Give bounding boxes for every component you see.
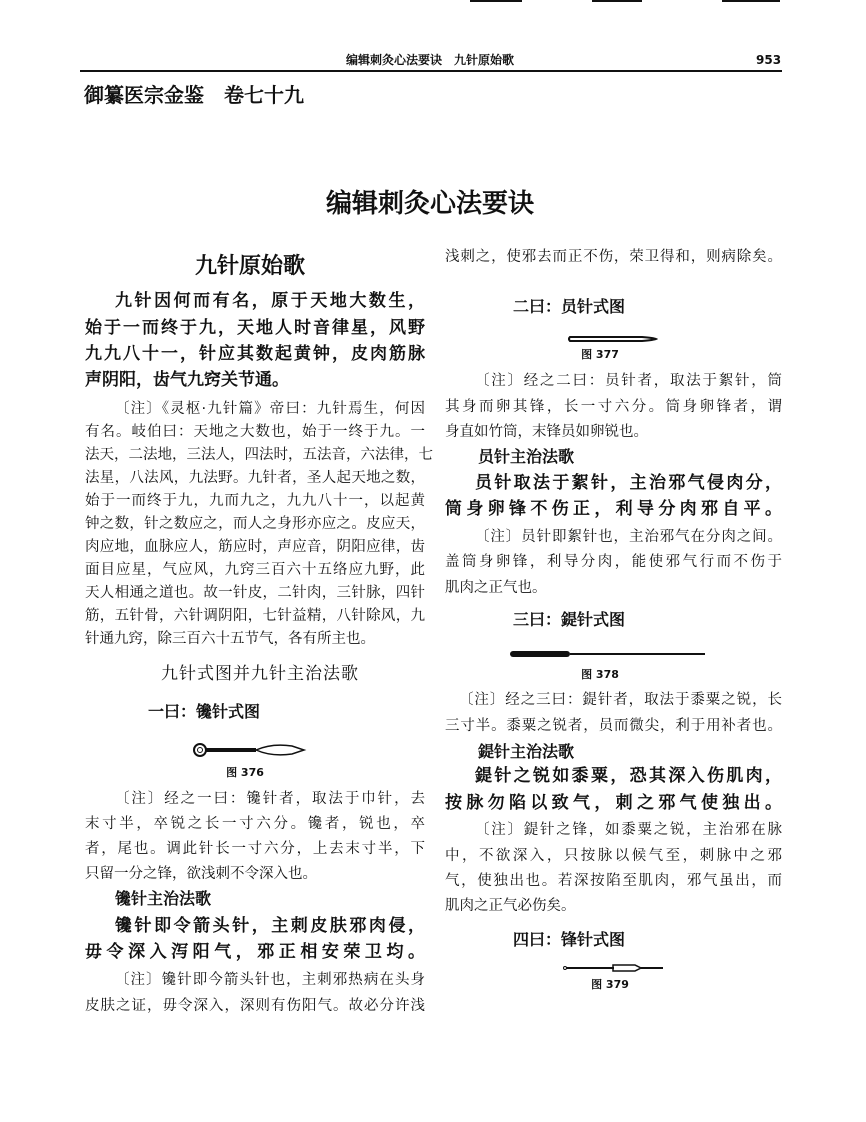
note-line: 有名。岐伯曰：天地之大数也，始于一终于九。一 — [85, 424, 425, 440]
verse-line: 毋令深入泻阳气，邪正相安荣卫均。 — [85, 942, 425, 962]
chapter-title: 编辑刺灸心法要诀 — [325, 189, 534, 219]
note-line: 其身而卵其锋，长一寸六分。筒身卵锋者，谓 — [445, 399, 782, 415]
note-line: 筋，五针骨，六针调阴阳，七针益精，八针除风，九 — [85, 608, 425, 624]
verse-line: 九针因何而有名，原于天地大数生， — [115, 291, 425, 311]
note-line: 〔注〕《灵枢·九针篇》帝曰：九针焉生，何因 — [115, 401, 425, 417]
note-line: 面目应星，气应风，九窍三百六十五络应九野，此 — [85, 562, 425, 578]
header-rule — [80, 70, 782, 72]
note-line: 气，使独出也。若深按陷至肌肉，邪气虽出，而 — [445, 873, 782, 889]
note-line: 〔注〕经之二曰：员针者，取法于絮针，筒 — [475, 373, 782, 389]
note-line: 〔注〕鍉针之锋，如黍粟之锐，主治邪在脉 — [475, 822, 782, 838]
note-line: 只留一分之锋，欲浅刺不令深入也。 — [85, 866, 317, 882]
figure-title: 二曰：员针式图 — [513, 297, 626, 316]
note-line: 浅刺之，使邪去而正不伤，荣卫得和，则病除矣。 — [445, 249, 782, 265]
note-line: 中，不欲深入，只按脉以候气至，刺脉中之邪 — [445, 848, 782, 864]
note-line: 肌肉之正气必伤矣。 — [445, 898, 576, 914]
note-line: 者，尾也。调此针长一寸六分，上去末寸半，下 — [85, 841, 425, 857]
note-line: 针通九窍，除三百六十五节气，各有所主也。 — [85, 631, 375, 647]
note-line: 法天，二法地，三法人，四法时，五法音，六法律，七 — [85, 447, 433, 463]
note-line: 身直如竹筒，末锋员如卵锐也。 — [445, 424, 648, 440]
verse-line: 员针取法于絮针，主治邪气侵肉分， — [475, 473, 782, 493]
yuan-needle-figure — [568, 334, 658, 344]
note-line: 末寸半，卒锐之长一寸六分。镵者，锐也，卒 — [85, 816, 425, 832]
figure-caption: 图 379 — [591, 978, 629, 991]
verse-line: 筒身卵锋不伤正，利导分肉邪自平。 — [445, 499, 782, 519]
scan-mark — [592, 0, 642, 2]
figure-title: 四曰：锋针式图 — [513, 930, 626, 949]
di-needle-figure — [510, 650, 705, 658]
chan-needle-figure — [192, 742, 312, 758]
note-line: 肌肉之正气也。 — [445, 580, 547, 596]
note-line: 〔注〕经之一曰：镵针者，取法于巾针，去 — [115, 791, 425, 807]
book-title: 御纂医宗金鉴 卷七十九 — [84, 83, 304, 107]
verse-line: 按脉勿陷以致气，刺之邪气使独出。 — [445, 793, 782, 813]
note-line: 〔注〕员针即絮针也，主治邪气在分肉之间。 — [475, 529, 782, 545]
verse-line: 鍉针之锐如黍粟，恐其深入伤肌肉， — [475, 766, 782, 786]
song-title: 九针原始歌 — [194, 254, 305, 279]
song-subtitle: 员针主治法歌 — [478, 447, 575, 466]
verse-line: 镵针即令箭头针，主刺皮肤邪肉侵， — [115, 916, 425, 936]
note-line: 始于一而终于九，九而九之，九九八十一，以起黄 — [85, 493, 425, 509]
note-line: 〔注〕经之三曰：鍉针者，取法于黍粟之锐，长 — [459, 692, 782, 708]
note-line: 天人相通之道也。故一针皮，二针肉，三针脉，四针 — [85, 585, 425, 601]
note-line: 皮肤之证，毋令深入，深则有伤阳气。故必分许浅 — [85, 998, 425, 1014]
note-line: 钟之数，针之数应之，而人之身形亦应之。皮应天， — [85, 516, 425, 532]
running-head: 编辑刺灸心法要诀 九针原始歌 — [345, 53, 514, 67]
scan-mark — [722, 0, 780, 2]
note-line: 三寸半。黍粟之锐者，员而微尖，利于用补者也。 — [445, 718, 782, 734]
figure-caption: 图 377 — [581, 348, 619, 361]
verse-line: 声阴阳，齿气九窍关节通。 — [85, 370, 289, 390]
feng-needle-figure — [563, 964, 663, 972]
figure-title: 一曰：镵针式图 — [148, 702, 261, 721]
figure-caption: 图 378 — [581, 668, 619, 681]
song-subtitle: 镵针主治法歌 — [115, 889, 212, 908]
page-number: 953 — [756, 53, 782, 67]
note-line: 法星，八法风，九法野。九针者，圣人起天地之数， — [85, 470, 425, 486]
section-title: 九针式图并九针主治法歌 — [161, 664, 359, 684]
figure-caption: 图 376 — [226, 766, 264, 779]
verse-line: 始于一而终于九，天地人时音律星，风野 — [85, 318, 425, 338]
note-line: 肉应地，血脉应人，筋应时，声应音，阴阳应律，齿 — [85, 539, 425, 555]
song-subtitle: 鍉针主治法歌 — [478, 742, 575, 761]
note-line: 盖筒身卵锋，利导分肉，能使邪气行而不伤于 — [445, 554, 782, 570]
figure-title: 三曰：鍉针式图 — [513, 610, 626, 629]
scan-mark — [470, 0, 522, 2]
verse-line: 九九八十一，针应其数起黄钟，皮肉筋脉 — [85, 344, 425, 364]
note-line: 〔注〕镵针即今箭头针也，主刺邪热病在头身 — [115, 972, 425, 988]
